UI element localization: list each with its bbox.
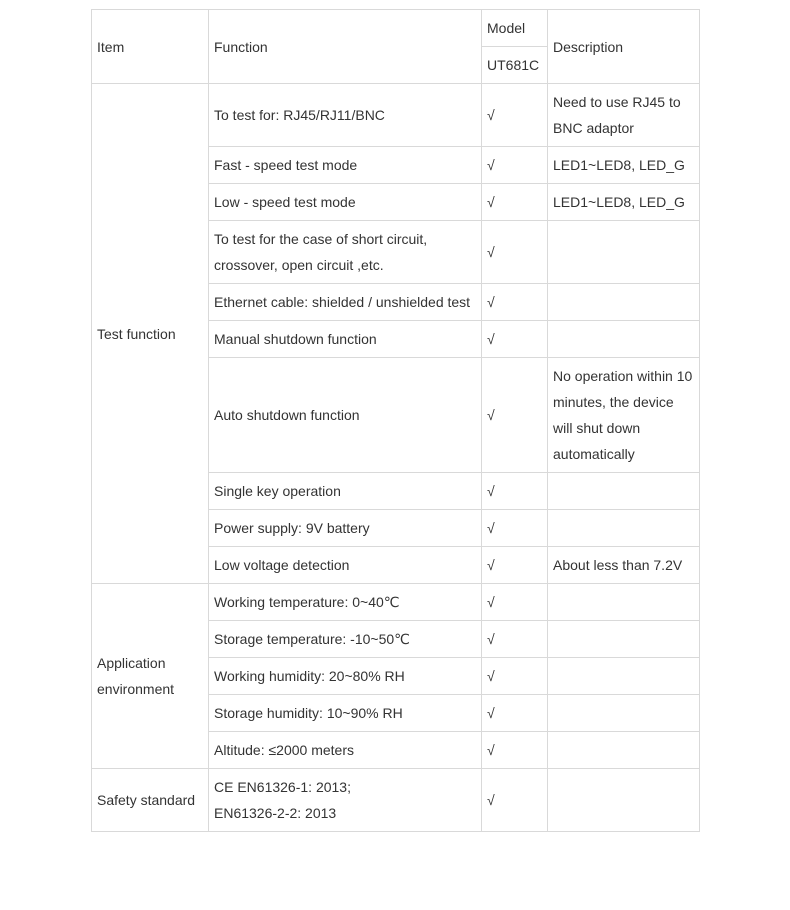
function-cell [209, 221, 482, 284]
function-text: Single key operation [214, 483, 341, 499]
support-check-mark: √ [482, 769, 548, 832]
function-cell [209, 547, 482, 584]
description-cell [548, 621, 700, 658]
description-cell [548, 547, 700, 584]
support-check-mark: √ [482, 358, 548, 473]
spec-table [91, 9, 700, 832]
header-item: Item [92, 10, 209, 84]
description-cell [548, 147, 700, 184]
table-row [92, 584, 700, 621]
function-text: Ethernet cable: shielded / unshielded test [214, 294, 471, 310]
function-text: Fast - speed test mode [214, 157, 358, 173]
function-cell [209, 658, 482, 695]
support-check-mark: √ [482, 221, 548, 284]
function-text: Manual shutdown function [214, 331, 377, 347]
description-text: No operation within 10 minutes, the device will shut down automatically [553, 368, 693, 462]
function-cell [209, 732, 482, 769]
description-text: LED1~LED8, LED_G [553, 194, 685, 210]
description-cell [548, 473, 700, 510]
support-check-mark: √ [482, 284, 548, 321]
description-cell [548, 184, 700, 221]
description-text: LED1~LED8, LED_G [553, 157, 685, 173]
support-check-mark: √ [482, 147, 548, 184]
function-text: To test for: RJ45/RJ11/BNC [214, 107, 385, 123]
support-check-mark: √ [482, 621, 548, 658]
table-row [92, 769, 700, 832]
description-cell [548, 284, 700, 321]
description-cell [548, 658, 700, 695]
function-text: Working humidity: 20~80% RH [214, 668, 405, 684]
function-cell [209, 584, 482, 621]
function-cell [209, 321, 482, 358]
description-cell [548, 221, 700, 284]
support-check-mark: √ [482, 84, 548, 147]
function-cell [209, 473, 482, 510]
header-function: Function [209, 10, 482, 84]
description-cell [548, 584, 700, 621]
group-item-label: Safety standard [92, 769, 209, 832]
function-cell [209, 621, 482, 658]
description-cell [548, 769, 700, 832]
support-check-mark: √ [482, 547, 548, 584]
description-cell [548, 358, 700, 473]
table-row [92, 84, 700, 147]
function-cell [209, 769, 482, 832]
support-check-mark: √ [482, 584, 548, 621]
group-item-label: Application environment [92, 584, 209, 769]
header-model: Model [482, 10, 548, 47]
header-row [92, 10, 700, 47]
function-text: Storage temperature: -10~50℃ [214, 631, 410, 647]
function-text: Storage humidity: 10~90% RH [214, 705, 403, 721]
function-text: Working temperature: 0~40℃ [214, 594, 400, 610]
description-text: About less than 7.2V [553, 557, 683, 573]
support-check-mark: √ [482, 321, 548, 358]
support-check-mark: √ [482, 184, 548, 221]
support-check-mark: √ [482, 658, 548, 695]
group-item-label: Test function [92, 84, 209, 584]
function-cell [209, 147, 482, 184]
support-check-mark: √ [482, 510, 548, 547]
function-text: Power supply: 9V battery [214, 520, 370, 536]
description-cell [548, 321, 700, 358]
description-cell [548, 510, 700, 547]
function-text: Auto shutdown function [214, 407, 360, 423]
function-cell [209, 184, 482, 221]
function-text: To test for the case of short circuit, crossover, open circuit ,etc. [214, 231, 428, 273]
function-text: Altitude: ≤2000 meters [214, 742, 354, 758]
support-check-mark: √ [482, 732, 548, 769]
function-cell [209, 84, 482, 147]
function-cell [209, 358, 482, 473]
description-cell [548, 695, 700, 732]
function-text: Low voltage detection [214, 557, 350, 573]
description-cell [548, 732, 700, 769]
function-cell [209, 284, 482, 321]
header-model-name: UT681C [482, 47, 548, 84]
function-text: Low - speed test mode [214, 194, 356, 210]
header-description: Description [548, 10, 700, 84]
description-cell [548, 84, 700, 147]
description-text: Need to use RJ45 to BNC adaptor [553, 94, 681, 136]
function-cell [209, 695, 482, 732]
function-text: CE EN61326-1: 2013; EN61326-2-2: 2013 [214, 779, 351, 821]
support-check-mark: √ [482, 473, 548, 510]
support-check-mark: √ [482, 695, 548, 732]
function-cell [209, 510, 482, 547]
